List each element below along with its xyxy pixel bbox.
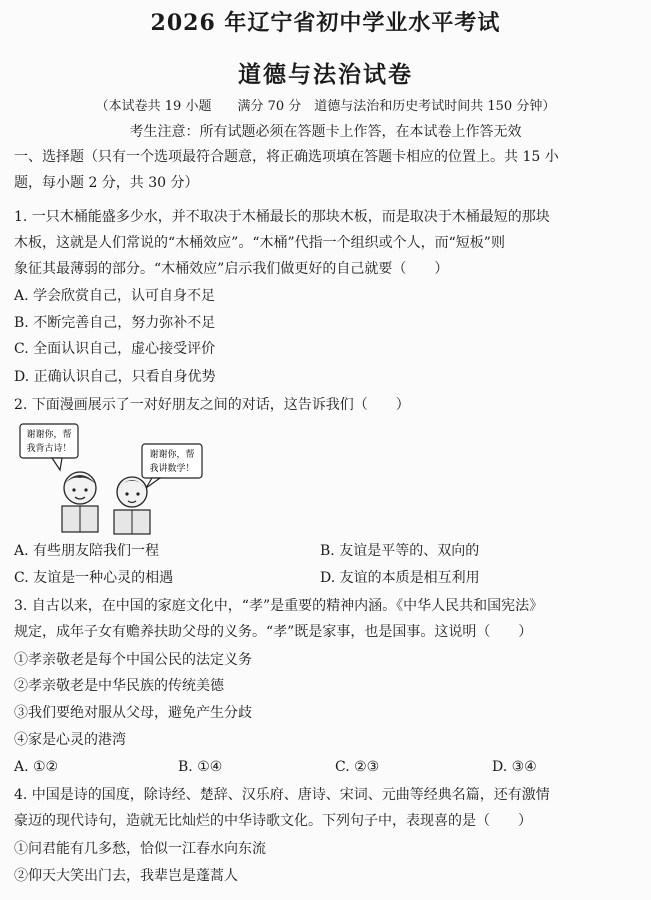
q2-option-d: D. 友谊的本质是相互利用 [320, 570, 480, 586]
q4-item-1: ①问君能有几多愁，恰似一江春水向东流 [14, 841, 266, 857]
q3-option-d: D. ③④ [492, 759, 537, 775]
q2-option-a: A. 有些朋友陪我们一程 [14, 543, 160, 559]
q3-stem-line2: 规定，成年子女有赡养扶助父母的义务。“孝”既是家事，也是国事。这说明（ ） [14, 624, 533, 640]
q4-stem-line1: 4. 中国是诗的国度，除诗经、楚辞、汉乐府、唐诗、宋词、元曲等经典名篇，还有激情 [14, 787, 550, 803]
q3-item-2: ②孝亲敬老是中华民族的传统美德 [14, 678, 224, 694]
q3-option-b: B. ①④ [178, 759, 223, 775]
q1-option-b: B. 不断完善自己，努力弥补不足 [14, 315, 216, 331]
q1-stem-line1: 1. 一只木桶能盛多少水，并不取决于木桶最长的那块木板，而是取决于木桶最短的那块 [14, 209, 550, 225]
q3-stem-line1: 3. 自古以来，在中国的家庭文化中，“孝”是重要的精神内涵。《中华人民共和国宪法》 [14, 598, 544, 614]
q1-option-c: C. 全面认识自己，虚心接受评价 [14, 341, 216, 357]
exam-info: （本试卷共 19 小题 满分 70 分 道德与法治和历史考试时间共 150 分钟） [95, 99, 556, 114]
bubble-left-line2: 我背古诗！ [26, 444, 72, 454]
q2-option-c: C. 友谊是一种心灵的相遇 [14, 570, 174, 586]
q3-option-a: A. ①② [14, 759, 59, 775]
q1-stem-line2: 木板，这就是人们常说的“木桶效应”。“木桶”代指一个组织或个人，而“短板”则 [14, 235, 505, 251]
exam-subtitle: 道德与法治试卷 [238, 61, 413, 88]
q2-option-b: B. 友谊是平等的、双向的 [320, 543, 480, 559]
exam-notice: 考生注意：所有试题必须在答题卡上作答，在本试卷上作答无效 [129, 124, 522, 140]
q3-option-c: C. ②③ [335, 759, 380, 775]
q2-stem: 2. 下面漫画展示了一对好朋友之间的对话，这告诉我们（ ） [14, 397, 410, 413]
q3-item-4: ④家是心灵的港湾 [14, 732, 126, 748]
bubble-right-line1: 谢谢你，帮 [149, 450, 195, 460]
q3-item-1: ①孝亲敬老是每个中国公民的法定义务 [14, 652, 252, 668]
q4-item-2: ②仰天大笑出门去，我辈岂是蓬蒿人 [14, 868, 238, 884]
bubble-right-line2: 我讲数学！ [149, 464, 195, 474]
q4-stem-line2: 豪迈的现代诗句，造就无比灿烂的中华诗歌文化。下列句子中，表现喜的是（ ） [14, 813, 532, 829]
exam-title: 2026 年辽宁省初中学业水平考试 [150, 10, 501, 36]
bubble-left-line1: 谢谢你，帮 [26, 430, 72, 440]
q1-option-d: D. 正确认识自己，只看自身优势 [14, 369, 216, 385]
q1-stem-line3: 象征其最薄弱的部分。“木桶效应”启示我们做更好的自己就要（ ） [14, 261, 449, 277]
friends-comic-image [14, 418, 214, 538]
q3-item-3: ③我们要绝对服从父母，避免产生分歧 [14, 705, 252, 721]
q1-option-a: A. 学会欣赏自己，认可自身不足 [14, 288, 216, 304]
section-heading-line2: 题，每小题 2 分，共 30 分） [14, 175, 199, 191]
section-heading-line1: 一、选择题（只有一个选项最符合题意，将正确选项填在答题卡相应的位置上。共 15 小 [14, 149, 559, 165]
